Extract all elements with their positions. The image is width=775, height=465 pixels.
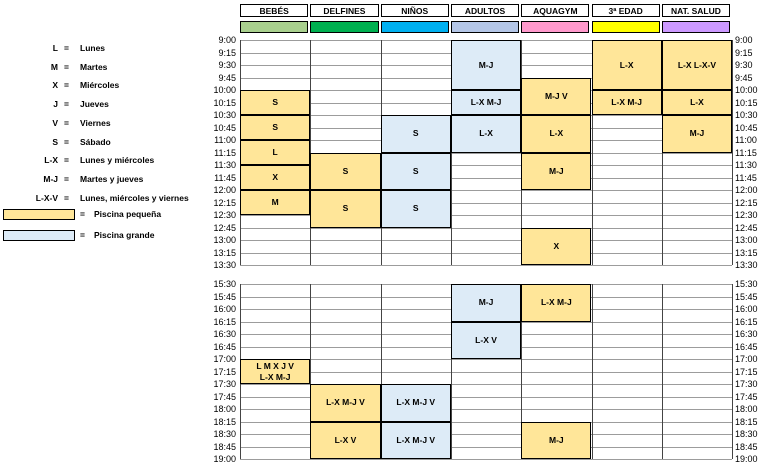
afternoon-time-left: 17:00 <box>213 354 236 364</box>
session-am-9[interactable]: S <box>381 190 451 228</box>
session-am-4[interactable]: M <box>240 190 310 215</box>
session-am-16[interactable]: X <box>521 228 591 266</box>
afternoon-time-right: 18:15 <box>735 416 758 427</box>
legend-item-0 <box>0 42 235 54</box>
morning-gridline <box>240 240 732 241</box>
session-am-1[interactable]: S <box>240 115 310 140</box>
morning-time-right: 13:00 <box>735 235 758 245</box>
morning-time-right: 13:15 <box>735 247 758 258</box>
column-color-4 <box>521 21 589 33</box>
column-color-3 <box>451 21 519 33</box>
morning-time-right: 9:15 <box>735 47 753 58</box>
column-header-2: NIÑOS <box>381 4 449 17</box>
legend-equals: = <box>64 43 69 53</box>
afternoon-time-left: 15:45 <box>213 291 236 302</box>
legend-equals: = <box>64 136 69 147</box>
legend-item-5 <box>0 136 235 148</box>
morning-time-left: 11:15 <box>214 147 236 158</box>
legend-value: Lunes y miércoles <box>80 155 155 166</box>
morning-time-left: 10:45 <box>213 122 236 133</box>
column-color-1 <box>310 21 378 33</box>
afternoon-time-right: 17:45 <box>735 391 758 402</box>
session-pm-25[interactable]: L M X J V L-X M-J <box>240 359 310 384</box>
morning-time-left: 12:15 <box>213 197 236 208</box>
morning-time-right: 12:30 <box>735 210 758 220</box>
afternoon-time-left: 16:15 <box>213 316 236 327</box>
legend-key: M <box>50 61 58 72</box>
morning-time-right: 12:00 <box>735 185 758 195</box>
session-pm-24[interactable]: L-X M-J <box>521 284 591 322</box>
session-am-15[interactable]: M-J <box>521 153 591 191</box>
legend-value: Jueves <box>80 99 109 110</box>
session-am-21[interactable]: M-J <box>662 115 732 153</box>
afternoon-time-left: 16:00 <box>213 304 236 314</box>
morning-gridline <box>240 228 732 229</box>
afternoon-time-right: 18:30 <box>735 429 758 439</box>
legend-item-4 <box>0 117 235 129</box>
afternoon-time-right: 16:00 <box>735 304 758 314</box>
morning-time-left: 9:00 <box>218 35 236 45</box>
session-am-12[interactable]: L-X <box>451 115 521 153</box>
morning-time-left: 9:45 <box>218 72 236 83</box>
morning-time-right: 12:15 <box>735 197 758 208</box>
afternoon-time-left: 15:30 <box>213 279 236 289</box>
morning-time-left: 12:45 <box>213 222 236 233</box>
afternoon-column-divider <box>732 284 733 459</box>
session-pm-23[interactable]: L-X V <box>451 322 521 360</box>
column-header-5: 3ª EDAD <box>592 4 660 17</box>
afternoon-time-left: 17:30 <box>213 379 236 389</box>
afternoon-time-left: 17:45 <box>213 391 236 402</box>
morning-time-left: 10:30 <box>213 110 236 120</box>
legend-item-6 <box>0 154 235 166</box>
afternoon-time-right: 16:45 <box>735 341 758 352</box>
morning-time-right: 10:45 <box>735 122 758 133</box>
column-color-2 <box>381 21 449 33</box>
morning-time-right: 10:15 <box>735 97 758 108</box>
afternoon-time-right: 18:00 <box>735 404 758 414</box>
session-pm-27[interactable]: L-X M-J V <box>381 384 451 422</box>
legend-key: M-J <box>43 173 58 184</box>
afternoon-time-left: 17:15 <box>213 366 236 377</box>
legend-equals: = <box>64 173 69 184</box>
legend-value: Miércoles <box>80 80 120 91</box>
legend-pool-label: Piscina grande <box>94 230 155 240</box>
legend-value: Martes <box>80 61 108 72</box>
afternoon-time-left: 18:30 <box>213 429 236 439</box>
column-header-3: ADULTOS <box>451 4 519 17</box>
morning-time-right: 11:00 <box>735 135 757 145</box>
legend-pool-large <box>0 229 235 241</box>
morning-time-left: 9:15 <box>218 47 236 58</box>
session-pm-22[interactable]: M-J <box>451 284 521 322</box>
column-header-4: AQUAGYM <box>521 4 589 17</box>
legend-equals: = <box>80 230 85 240</box>
session-am-3[interactable]: X <box>240 165 310 190</box>
session-pm-29[interactable]: L-X M-J V <box>381 422 451 460</box>
afternoon-time-right: 18:45 <box>735 441 758 452</box>
legend-key: L-X <box>44 155 58 166</box>
afternoon-time-left: 19:00 <box>213 454 236 464</box>
column-header-1: DELFINES <box>310 4 378 17</box>
legend-item-1 <box>0 61 235 73</box>
morning-time-left: 13:30 <box>213 260 236 270</box>
morning-time-right: 13:30 <box>735 260 758 270</box>
legend-value: Lunes, miércoles y viernes <box>80 192 189 203</box>
session-am-2[interactable]: L <box>240 140 310 165</box>
morning-time-left: 12:30 <box>213 210 236 220</box>
session-am-6[interactable]: S <box>310 190 380 228</box>
legend-key: S <box>52 136 58 147</box>
session-pm-28[interactable]: L-X V <box>310 422 380 460</box>
legend-value: Lunes <box>80 43 106 53</box>
session-am-14[interactable]: L-X <box>521 115 591 153</box>
column-color-0 <box>240 21 308 33</box>
column-header-0: BEBÉS <box>240 4 308 17</box>
session-am-11[interactable]: L-X M-J <box>451 90 521 115</box>
legend-equals: = <box>64 80 69 91</box>
morning-time-right: 10:30 <box>735 110 758 120</box>
session-am-10[interactable]: M-J <box>451 40 521 90</box>
session-am-17[interactable]: L-X <box>592 40 662 90</box>
afternoon-time-right: 15:45 <box>735 291 758 302</box>
afternoon-time-right: 17:15 <box>735 366 758 377</box>
session-am-13[interactable]: M-J V <box>521 78 591 116</box>
legend-key: V <box>52 117 58 128</box>
afternoon-time-right: 15:30 <box>735 279 758 289</box>
afternoon-time-left: 16:30 <box>213 329 236 339</box>
morning-time-right: 9:00 <box>735 35 753 45</box>
morning-time-right: 9:45 <box>735 72 753 83</box>
afternoon-time-left: 18:15 <box>213 416 236 427</box>
morning-time-left: 11:00 <box>214 135 236 145</box>
morning-time-left: 13:15 <box>213 247 236 258</box>
legend-equals: = <box>64 99 69 110</box>
legend-key: L <box>52 43 58 53</box>
morning-time-right: 12:45 <box>735 222 758 233</box>
legend-pool-small <box>0 208 235 220</box>
afternoon-time-left: 16:45 <box>213 341 236 352</box>
legend-key: X <box>52 80 58 91</box>
session-pm-30[interactable]: M-J <box>521 422 591 460</box>
afternoon-time-left: 18:00 <box>213 404 236 414</box>
morning-time-right: 11:30 <box>735 160 757 170</box>
legend-item-3 <box>0 98 235 110</box>
afternoon-time-left: 18:45 <box>213 441 236 452</box>
session-am-19[interactable]: L-X L-X-V <box>662 40 732 90</box>
morning-time-right: 11:45 <box>735 172 757 183</box>
legend-equals: = <box>64 61 69 72</box>
session-pm-26[interactable]: L-X M-J V <box>310 384 380 422</box>
morning-time-left: 11:45 <box>214 172 236 183</box>
legend-equals: = <box>80 209 85 219</box>
column-header-6: NAT. SALUD <box>662 4 730 17</box>
morning-gridline <box>240 253 732 254</box>
column-color-5 <box>592 21 660 33</box>
morning-gridline <box>240 265 732 266</box>
session-am-5[interactable]: S <box>310 153 380 191</box>
morning-time-right: 10:00 <box>735 85 758 95</box>
morning-column-divider <box>732 40 733 265</box>
legend-key: L-X-V <box>35 192 58 203</box>
legend-equals: = <box>64 155 69 166</box>
afternoon-time-right: 16:15 <box>735 316 758 327</box>
morning-time-right: 11:15 <box>735 147 757 158</box>
morning-time-left: 10:15 <box>213 97 236 108</box>
legend-item-2 <box>0 79 235 91</box>
morning-time-left: 13:00 <box>213 235 236 245</box>
legend-value: Viernes <box>80 117 111 128</box>
morning-time-left: 11:30 <box>214 160 236 170</box>
afternoon-column-divider <box>592 284 593 459</box>
morning-time-left: 9:30 <box>218 60 236 70</box>
morning-time-right: 9:30 <box>735 60 753 70</box>
legend-equals: = <box>64 117 69 128</box>
afternoon-time-right: 16:30 <box>735 329 758 339</box>
afternoon-time-right: 19:00 <box>735 454 758 464</box>
session-am-7[interactable]: S <box>381 115 451 153</box>
column-color-6 <box>662 21 730 33</box>
legend-item-8 <box>0 192 235 204</box>
session-am-20[interactable]: L-X <box>662 90 732 115</box>
legend-equals: = <box>64 192 69 203</box>
session-am-8[interactable]: S <box>381 153 451 191</box>
legend-item-7 <box>0 173 235 185</box>
morning-time-left: 12:00 <box>213 185 236 195</box>
session-am-18[interactable]: L-X M-J <box>592 90 662 115</box>
afternoon-time-right: 17:00 <box>735 354 758 364</box>
legend-key: J <box>53 99 58 110</box>
afternoon-column-divider <box>662 284 663 459</box>
afternoon-time-right: 17:30 <box>735 379 758 389</box>
afternoon-gridline <box>240 372 732 373</box>
session-am-0[interactable]: S <box>240 90 310 115</box>
morning-time-left: 10:00 <box>213 85 236 95</box>
afternoon-gridline <box>240 359 732 360</box>
legend-value: Sábado <box>80 136 111 147</box>
legend-value: Martes y jueves <box>80 173 144 184</box>
legend-pool-label: Piscina pequeña <box>94 209 162 219</box>
